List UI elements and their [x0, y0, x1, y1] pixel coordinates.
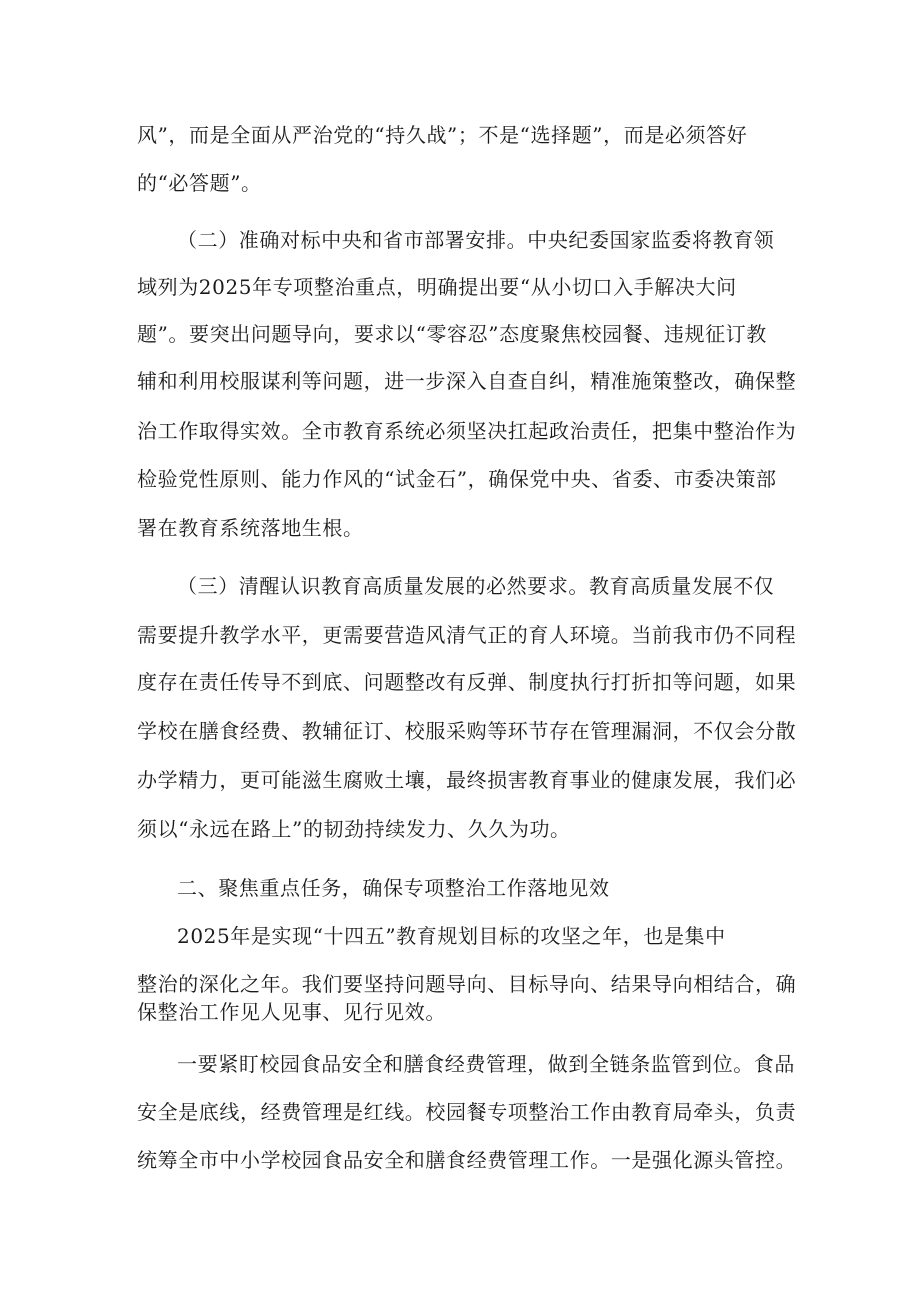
text-line-22: 统筹全市中小学校园食品安全和膳食经费管理工作。一是强化源头管控。	[137, 1148, 797, 1172]
text-line-10: （三）清醒认识教育高质量发展的必然要求。教育高质量发展不仅	[177, 574, 775, 598]
text-line-15: 须以“永远在路上”的韧劲持续发力、久久为功。	[137, 817, 571, 841]
text-line-8: 检验党性原则、能力作风的“试金石”，确保党中央、省委、市委决策部	[137, 467, 777, 491]
text-line-14: 办学精力，更可能滋生腐败土壤，最终损害教育事业的健康发展，我们必	[137, 768, 797, 792]
text-line-11: 需要提升教学水平，更需要营造风清气正的育人环境。当前我市仍不同程	[137, 623, 797, 647]
text-line-1: 风”，而是全面从严治党的“持久战”；不是“选择题”，而是必须答好	[137, 123, 748, 147]
text-line-17: 2025年是实现“十四五”教育规划目标的攻坚之年，也是集中	[177, 924, 726, 948]
text-line-18: 整治的深化之年。我们要坚持问题导向、目标导向、结果导向相结合，确	[137, 972, 797, 996]
text-line-21: 安全是底线，经费管理是红线。校园餐专项整治工作由教育局牵头，负责	[137, 1100, 797, 1124]
text-line-5: 题”。要突出问题导向，要求以“零容忍”态度聚焦校园餐、违规征订教	[137, 322, 767, 346]
text-line-2: 的“必答题”。	[137, 171, 262, 195]
text-line-13: 学校在膳食经费、教辅征订、校服采购等环节存在管理漏洞，不仅会分散	[137, 719, 797, 743]
text-line-3: （二）准确对标中央和省市部署安排。中央纪委国家监委将教育领	[177, 228, 775, 252]
text-line-7: 治工作取得实效。全市教育系统必须坚决扛起政治责任，把集中整治作为	[137, 419, 797, 443]
text-line-20: 一要紧盯校园食品安全和膳食经费管理，做到全链条监管到位。食品	[177, 1052, 795, 1076]
section-heading: 二、聚焦重点任务，确保专项整治工作落地见效	[177, 876, 610, 900]
text-line-6: 辅和利用校服谋利等问题，进一步深入自查自纠，精准施策整改，确保整	[137, 369, 797, 393]
text-line-4: 域列为2025年专项整治重点，明确提出要“从小切口入手解决大问	[137, 275, 737, 299]
text-line-19: 保整治工作见人见事、见行见效。	[137, 1000, 446, 1024]
text-line-9: 署在教育系统落地生根。	[137, 516, 364, 540]
text-line-12: 度存在责任传导不到底、问题整改有反弹、制度执行打折扣等问题，如果	[137, 670, 797, 694]
